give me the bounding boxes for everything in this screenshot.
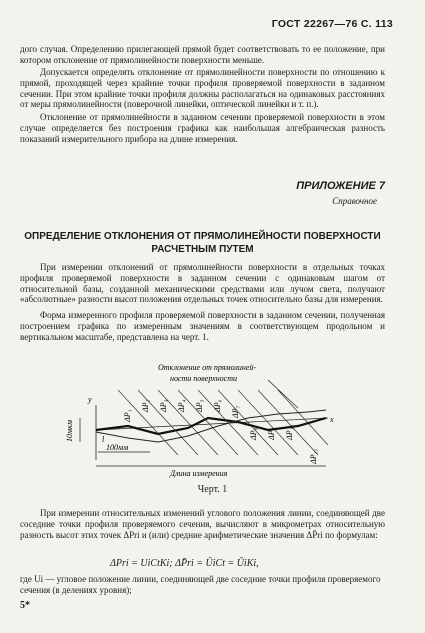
paragraph-2: Допускается определять отклонение от прямолинейности поверхности по отношению к прямой, проходящей через крайние точки профиля проверяемой поверхности в заданном сечении. При этом крайние точки профиля должны располагаться на одинаковых расстояниях от меры прямолинейности (поверочной линейки, оптической линейки и т. п.). xyxy=(20,67,385,110)
figure-caption: Черт. 1 xyxy=(197,484,228,495)
delta-p8-label: ΔP₈ xyxy=(249,427,258,440)
page-mark: 5* xyxy=(20,600,30,611)
delta-p2-label: ΔP₂ xyxy=(141,399,150,412)
figure-top-label-2: ности поверхности xyxy=(170,374,238,383)
scale-y-label: 10мкм xyxy=(65,420,74,442)
formula: ΔPri = UiCtKi; ΔP̄ri = ŪiCt = ŪiKi, xyxy=(110,558,259,569)
delta-p5-label: ΔP₅ xyxy=(195,399,204,412)
appendix-subtitle: Справочное xyxy=(332,196,377,206)
delta-p11-label: ΔP₁₁ xyxy=(309,448,318,464)
delta-p3-label: ΔP₃ xyxy=(159,399,168,412)
paragraph-1: дого случая. Определению прилегающей прямой будет соответствовать то ее положение, при котором отклонение от прямолинейности поверхности меньше. xyxy=(20,44,385,65)
paragraph-4: При измерении отклонений от прямолинейности поверхности в отдельных точках профиля проверяемой поверхности в заданном сечении с одинаковым шагом от относительной базы, созданной механическими средствами или лучом света, получают «абсолютные» разности высот положения отдельных точек относительно базы для измерения. xyxy=(20,262,385,305)
delta-p9-label: ΔP₉ xyxy=(267,427,276,440)
figure-top-label-1: Отклонение от прямолиней- xyxy=(158,363,257,372)
where-note: где Ui — угловое положение линии, соединяющей две соседние точки профиля проверяемого сечения (в делениях уровня); xyxy=(20,574,381,595)
length-label: Длина измерения xyxy=(170,469,228,478)
scale-x-label: 100мм xyxy=(106,443,129,452)
x-axis-label: x xyxy=(330,415,334,424)
running-head: ГОСТ 22267—76 С. 113 xyxy=(271,18,393,30)
delta-p10-label: ΔP₁₀ xyxy=(285,424,294,440)
delta-p6-label: ΔP₆ xyxy=(213,399,222,412)
paragraph-6: При измерении относительных изменений углового положения линии, соединяющей две соседние точки профиля проверяемого сечения, вычисляют в микрометрах относительную разность высот этих точек ΔPri и (или) средние арифметические значения ΔP̄ri по формулам: xyxy=(20,508,385,540)
delta-p1-label: ΔP₁ xyxy=(123,409,132,422)
paragraph-3: Отклонение от прямолинейности в заданном сечении проверяемой поверхности в этом случае определяется без построения графика как наибольшая алгебраическая разность показаний измерительного прибора на длине измерения. xyxy=(20,112,385,144)
paragraph-5: Форма измеренного профиля проверяемой поверхности в заданном сечении, полученная построением графика по измеренным значениям в соответствующем продольном и вертикальном масштабе, представлена на черт. 1. xyxy=(20,310,385,342)
profile-figure xyxy=(58,360,358,480)
label-leader xyxy=(268,380,298,408)
delta-p4-label: ΔP₄ xyxy=(177,399,186,412)
y-axis-label: y xyxy=(88,395,92,404)
section-title: ОПРЕДЕЛЕНИЕ ОТКЛОНЕНИЯ ОТ ПРЯМОЛИНЕЙНОСТИ ПОВЕРХНОСТИ РАСЧЕТНЫМ ПУТЕМ xyxy=(24,231,381,255)
l-label: l xyxy=(102,435,105,444)
appendix-title: ПРИЛОЖЕНИЕ 7 xyxy=(296,180,385,192)
delta-p7-label: ΔP₇ xyxy=(231,405,240,418)
